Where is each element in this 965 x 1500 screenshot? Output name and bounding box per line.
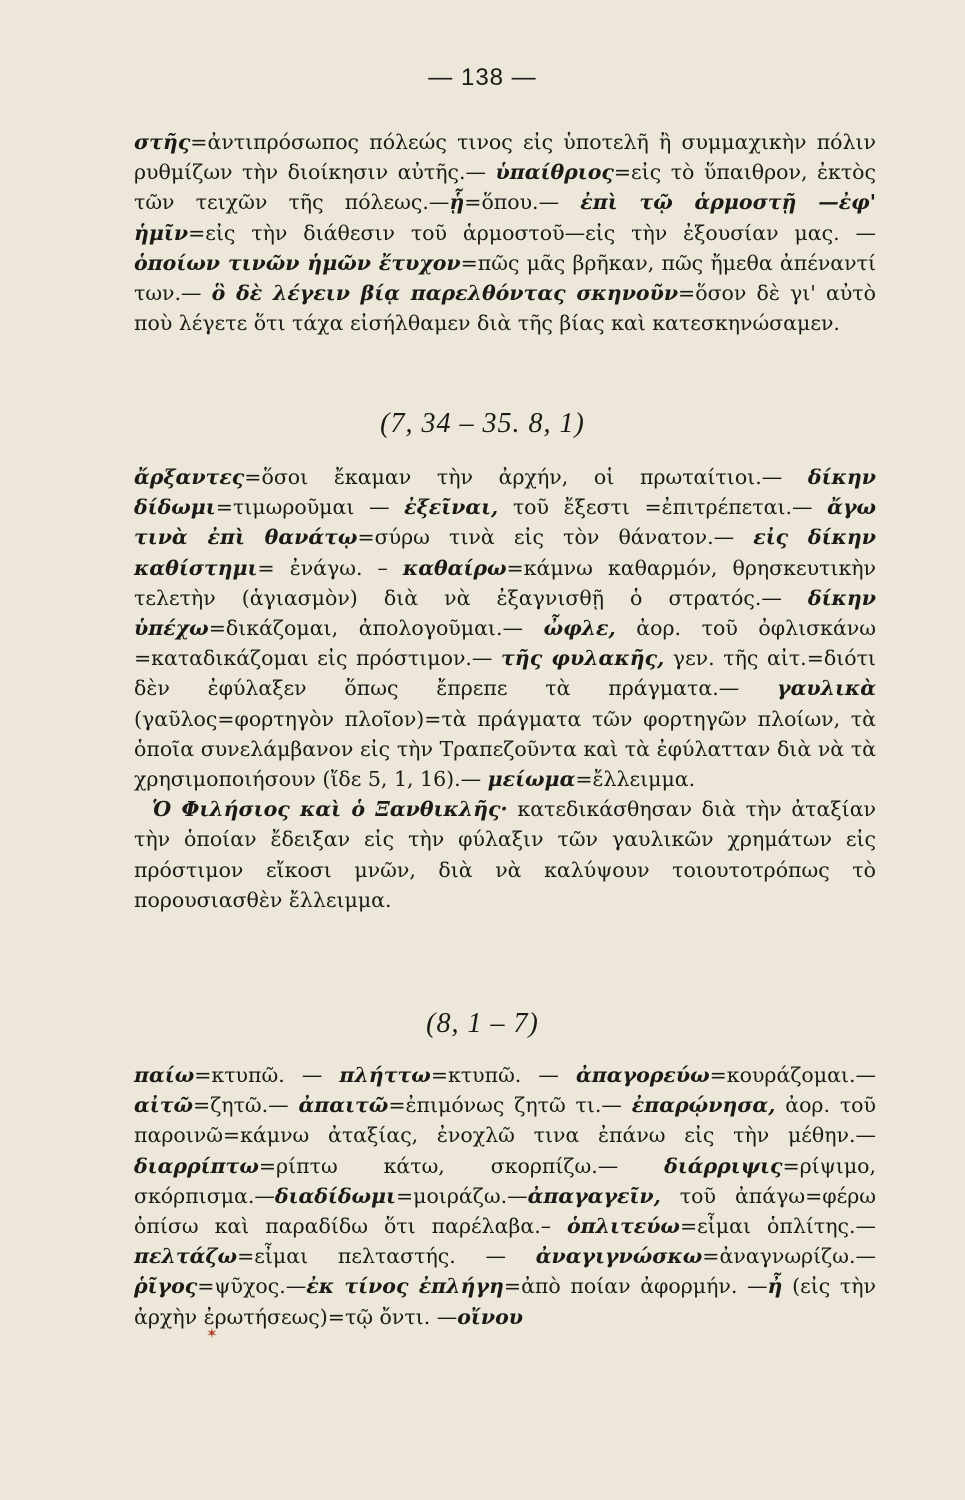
lemma: ὁποίων τινῶν ἡμῶν ἔτυχον bbox=[134, 250, 461, 275]
lemma: αἰτῶ bbox=[134, 1093, 194, 1118]
gloss: (εἰς τὴν ἀρχὴν ἐρωτήσεως)=τῷ ὄντι. — bbox=[134, 1274, 876, 1329]
lemma: παίω bbox=[134, 1063, 195, 1087]
gloss: ἀορ. τοῦ παροινῶ=κάμνω ἀταξίας, ἐνοχλῶ τινα ἐπάνω εἰς τὴν μέθην.— bbox=[134, 1093, 876, 1148]
gloss: =σύρω τινὰ εἰς τὸν θάνατον.— bbox=[357, 525, 754, 550]
lemma: διάρριψις bbox=[664, 1153, 783, 1178]
gloss: =ἔλλειμμα. bbox=[575, 767, 696, 792]
gloss: =τιμωροῦμαι — bbox=[215, 495, 405, 520]
note-text: κατεδικάσθησαν διὰ τὴν ἀταξίαν τὴν ὁποίαν ἔδειξαν εἰς τὴν φύλαξιν τῶν γαυλικῶν χρημάτων εἰς πρόστιμον εἴκοσι μνῶν, διὰ νὰ καλύψουν τοιουτοτρόπως τὸ πορουσιασθὲν ἔλλειμμα. bbox=[134, 797, 877, 912]
gloss: =εἰς τὸ ὕπαιθρον, ἐκτὸς τῶν τειχῶν τῆς πόλεως.— bbox=[134, 160, 876, 215]
lemma: ἐκ τίνος ἐπλήγη bbox=[306, 1274, 504, 1299]
lemma: ἄγω τινὰ ἐπὶ θανάτῳ bbox=[134, 495, 876, 550]
lemma: στῆς bbox=[134, 130, 191, 154]
lemma: διαδίδωμι bbox=[274, 1183, 396, 1208]
gloss: =ζητῶ.— bbox=[193, 1093, 299, 1118]
gloss: τοῦ ἀπάγω=φέρω ὀπίσω καὶ παραδίδω ὅτι παρέλαβα.– bbox=[134, 1183, 876, 1239]
section-2 bbox=[134, 462, 876, 915]
gloss: =ὅσον δὲ γι' αὐτὸ ποὺ λέγετε ὅτι τάχα εἰσήλθαμεν διὰ τῆς βίας καὶ κατεσκηνώσαμεν. bbox=[134, 281, 876, 336]
gloss: =ἐπιμόνως ζητῶ τι.— bbox=[388, 1093, 632, 1118]
section-heading-2: (8, 1 – 7) bbox=[426, 1008, 539, 1039]
gloss: =ρίπτω κάτω, σκορπίζω.— bbox=[258, 1153, 665, 1178]
lemma: ῥῖγος bbox=[134, 1274, 198, 1299]
gloss: =μοιράζω.— bbox=[395, 1183, 528, 1208]
gloss: =ὅπου.— bbox=[464, 190, 581, 215]
note-lemma: Ὁ Φιλήσιος καὶ ὁ Ξανθικλῆς· bbox=[152, 797, 508, 822]
lemma: διαρρίπτω bbox=[134, 1153, 259, 1178]
gloss: =κτυπῶ. — bbox=[430, 1063, 577, 1087]
lemma: ὁπλιτεύω bbox=[566, 1214, 680, 1239]
lemma: πλήττω bbox=[339, 1063, 431, 1087]
gloss: τοῦ ἔξεστι =ἐπιτρέπεται.— bbox=[498, 495, 828, 520]
section-3 bbox=[134, 1060, 876, 1332]
lemma: δίκην δίδωμι bbox=[134, 465, 876, 520]
gloss: ἀορ. τοῦ ὀφλισκάνω =καταδικάζομαι εἰς πρόστιμον.— bbox=[134, 616, 876, 671]
gloss: =ἀπὸ ποίαν ἀφορμήν. — bbox=[503, 1274, 768, 1299]
lemma: ὑπαίθριος bbox=[495, 160, 614, 185]
red-ink-mark-icon: ✶ bbox=[206, 1326, 218, 1342]
section-1-paragraph bbox=[134, 127, 876, 338]
gloss: =εἰς τὴν διάθεσιν τοῦ ἁρμοστοῦ—εἰς τὴν ἐξουσίαν μας. — bbox=[188, 220, 876, 245]
lemma: δίκην ὑπέχω bbox=[134, 585, 876, 641]
lemma: μείωμα bbox=[487, 767, 576, 792]
gloss: =ψῦχος.— bbox=[197, 1274, 307, 1299]
gloss: =κουράζομαι.— bbox=[709, 1063, 876, 1087]
gloss: (γαῦλος=φορτηγὸν πλοῖον)=τὰ πράγματα τῶν φορτηγῶν πλοίων, τὰ ὁποῖα συνελάμβανον εἰς τὴν Τραπεζοῦντα καὶ τὰ ἐφύλατταν διὰ νὰ τὰ χρησιμοποιήσουν (ἴδε 5, 1, 16).— bbox=[134, 706, 876, 792]
lemma: ἀπαγαγεῖν, bbox=[527, 1183, 661, 1208]
lemma: ἀναγιγνώσκω bbox=[535, 1244, 703, 1269]
lemma: ἐξεῖναι, bbox=[404, 495, 499, 520]
lemma: ἀπαγορεύω bbox=[576, 1063, 710, 1087]
lemma: ἀπαιτῶ bbox=[298, 1093, 389, 1118]
page-number: — 138 — bbox=[428, 64, 537, 91]
lemma: ἄρξαντες bbox=[134, 465, 245, 489]
section-1 bbox=[134, 127, 876, 338]
lemma: ᾗ bbox=[449, 190, 465, 215]
gloss: =εἶμαι ὁπλίτης.— bbox=[679, 1214, 876, 1239]
section-2-paragraph bbox=[134, 462, 876, 794]
gloss: =δικάζομαι, ἀπολογοῦμαι.— bbox=[208, 616, 544, 641]
lemma: ἦ bbox=[767, 1274, 783, 1299]
gloss: =εἶμαι πελταστής. — bbox=[237, 1244, 536, 1269]
gloss: =ρίψιμο, σκόρπισμα.— bbox=[134, 1153, 876, 1208]
gloss: =ὅσοι ἔκαμαν τὴν ἀρχήν, οἱ πρωταίτιοι.— bbox=[244, 465, 808, 489]
lemma: οἴνου bbox=[457, 1304, 523, 1329]
lemma: τῆς φυλακῆς, bbox=[501, 646, 665, 671]
lemma: πελτάζω bbox=[134, 1244, 238, 1269]
gloss: =ἀναγνωρίζω.— bbox=[702, 1244, 876, 1269]
lemma: γαυλικὰ bbox=[777, 676, 876, 701]
lemma: ὦφλε, bbox=[543, 616, 616, 641]
lemma: καθαίρω bbox=[402, 555, 507, 580]
gloss: =πῶς μᾶς βρῆκαν, πῶς ἤμεθα ἀπέναντί των.— bbox=[134, 250, 876, 306]
section-2-note bbox=[134, 794, 876, 915]
gloss: γεν. τῆς αἰτ.=διότι δὲν ἐφύλαξεν ὅπως ἔπρεπε τὰ πράγματα.— bbox=[134, 646, 876, 701]
gloss: =κτυπῶ. — bbox=[194, 1063, 340, 1087]
lemma: εἰς δίκην καθίστημι bbox=[134, 525, 876, 580]
gloss: =κάμνω καθαρμόν, θρησκευτικὴν τελετὴν (ἁγιασμὸν) διὰ νὰ ἐξαγνισθῇ ὁ στρατός.— bbox=[134, 555, 876, 610]
lemma: ἐπαρῴνησα, bbox=[631, 1093, 776, 1118]
gloss: = ἐνάγω. – bbox=[257, 555, 403, 580]
section-3-paragraph bbox=[134, 1060, 876, 1332]
gloss: =ἀντιπρόσωπος πόλεώς τινος εἰς ὑποτελῆ ἢ συμμαχικὴν πόλιν ρυθμίζων τὴν διοίκησιν αὐτῆς.— bbox=[134, 130, 876, 185]
lemma: ἐπὶ τῷ ἁρμοστῇ —ἐφ' ἡμῖν bbox=[134, 190, 876, 245]
section-heading-1: (7, 34 – 35. 8, 1) bbox=[380, 408, 585, 439]
lemma: ὃ δὲ λέγειν βίᾳ παρελθόντας σκηνοῦν bbox=[211, 281, 679, 306]
